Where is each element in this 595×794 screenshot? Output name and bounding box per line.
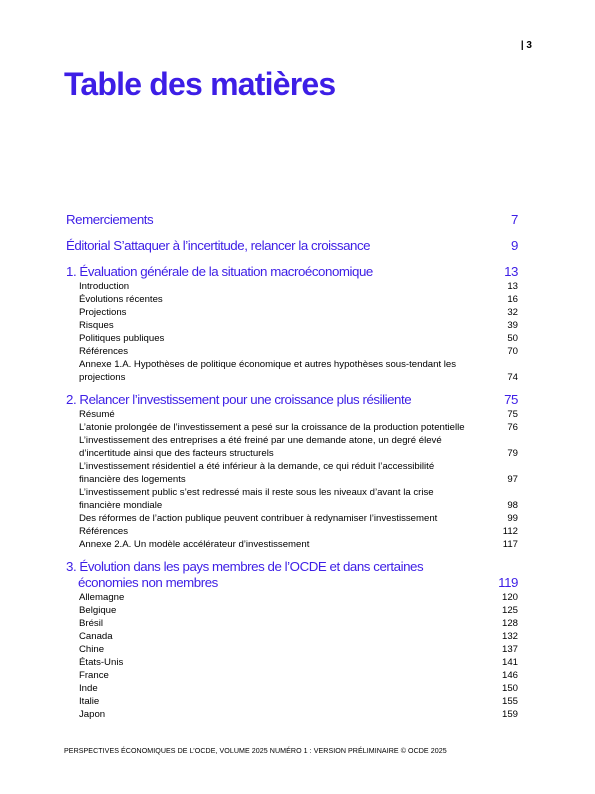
- toc-section-link[interactable]: [66, 421, 518, 434]
- toc-entry-label: Italie: [79, 696, 100, 707]
- toc-entry-label: Annexe 1.A. Hypothèses de politique économique et autres hypothèses sous-tendant les projections: [79, 359, 457, 383]
- toc-entry-page: 13: [507, 281, 518, 292]
- table-of-contents: [66, 212, 518, 721]
- toc-entry-label: Introduction: [79, 281, 130, 292]
- toc-entry-label: Allemagne: [79, 592, 125, 603]
- toc-entry-label: Annexe 2.A. Un modèle accélérateur d’investissement: [79, 539, 310, 550]
- toc-entry-label: L’investissement résidentiel a été inférieur à la demande, ce qui réduit l’accessibilité financière des logements: [79, 461, 435, 485]
- toc-section-link[interactable]: [66, 669, 518, 682]
- toc-section-link[interactable]: [66, 306, 518, 319]
- toc-entry-page: 117: [502, 539, 518, 550]
- toc-chapter-link[interactable]: [66, 212, 518, 228]
- toc-section-link[interactable]: [66, 643, 518, 656]
- toc-entry-label: Références: [79, 346, 129, 357]
- toc-section-link[interactable]: [66, 434, 518, 460]
- toc-entry-page: 13: [504, 264, 518, 279]
- toc-entry-page: 97: [507, 474, 518, 485]
- toc-entry-page: 119: [498, 575, 518, 590]
- toc-entry-page: 98: [507, 500, 518, 511]
- toc-entry-page: 120: [501, 592, 518, 603]
- toc-entry-label: L’atonie prolongée de l’investissement a pesé sur la croissance de la production potentielle: [79, 422, 465, 433]
- toc-section-link[interactable]: [66, 460, 518, 486]
- toc-entry-label: Éditorial S’attaquer à l’incertitude, relancer la croissance: [66, 238, 371, 253]
- toc-entry-page: 159: [501, 709, 518, 720]
- toc-entry-label: Belgique: [79, 605, 117, 616]
- toc-section-link[interactable]: [66, 345, 518, 358]
- toc-chapter-link[interactable]: [66, 264, 518, 280]
- toc-entry-page: 39: [507, 320, 518, 331]
- toc-section-link[interactable]: [66, 358, 518, 384]
- toc-entry-page: 141: [501, 657, 518, 668]
- toc-entry-label: Références: [79, 526, 129, 537]
- toc-section-link[interactable]: [66, 512, 518, 525]
- toc-chapter-link[interactable]: [66, 238, 518, 254]
- toc-entry-label: Évolutions récentes: [79, 294, 163, 305]
- toc-entry-label: Projections: [79, 307, 127, 318]
- toc-entry-label: Résumé: [79, 409, 115, 420]
- toc-entry-page: 74: [507, 372, 518, 383]
- toc-section-link[interactable]: [66, 525, 518, 538]
- toc-entry-label: Brésil: [79, 618, 103, 629]
- toc-entry-label: Politiques publiques: [79, 333, 165, 344]
- toc-section-link[interactable]: [66, 682, 518, 695]
- toc-entry-label: Chine: [79, 644, 105, 655]
- toc-entry-page: 128: [501, 618, 518, 629]
- toc-entry-label: 3. Évolution dans les pays membres de l’OCDE et dans certaines économies non membres: [66, 559, 424, 590]
- toc-entry-label: Remerciements: [66, 212, 154, 227]
- toc-entry-label: Risques: [79, 320, 114, 331]
- toc-entry-page: 70: [507, 346, 518, 357]
- toc-chapter-link[interactable]: [66, 392, 518, 408]
- toc-section-link[interactable]: [66, 538, 518, 551]
- toc-section-link[interactable]: [66, 695, 518, 708]
- toc-entry-page: 32: [507, 307, 518, 318]
- toc-entry-page: 125: [501, 605, 518, 616]
- toc-entry-page: 99: [507, 513, 518, 524]
- toc-entry-page: 16: [507, 294, 518, 305]
- toc-section-link[interactable]: [66, 332, 518, 345]
- toc-entry-page: 112: [502, 526, 518, 537]
- toc-entry-page: 9: [511, 238, 518, 253]
- toc-entry-page: 79: [507, 448, 518, 459]
- toc-entry-page: 146: [501, 670, 518, 681]
- page-footer: PERSPECTIVES ÉCONOMIQUES DE L’OCDE, VOLUME 2025 NUMÉRO 1 : VERSION PRÉLIMINAIRE © OCDE 2025: [64, 747, 447, 755]
- toc-entry-label: Des réformes de l’action publique peuvent contribuer à redynamiser l’investissement: [79, 513, 438, 524]
- toc-entry-page: 150: [501, 683, 518, 694]
- toc-entry-page: 76: [507, 422, 518, 433]
- toc-entry-label: L’investissement des entreprises a été freiné par une demande atone, un degré élevé d’incertitude ainsi que des facteurs structurels: [79, 435, 442, 459]
- toc-section-link[interactable]: [66, 656, 518, 669]
- toc-section-link[interactable]: [66, 604, 518, 617]
- page-title: Table des matières: [64, 66, 336, 102]
- toc-entry-label: L’investissement public s’est redressé mais il reste sous les niveaux d’avant la crise financière mondiale: [79, 487, 434, 511]
- toc-entry-page: 75: [504, 392, 518, 407]
- toc-section-link[interactable]: [66, 708, 518, 721]
- toc-entry-page: 75: [507, 409, 518, 420]
- toc-entry-label: 1. Évaluation générale de la situation macroéconomique: [66, 264, 373, 279]
- page-number: | 3: [520, 40, 532, 51]
- toc-entry-label: 2. Relancer l’investissement pour une croissance plus résiliente: [66, 392, 412, 407]
- toc-section-link[interactable]: [66, 486, 518, 512]
- toc-entry-page: 137: [501, 644, 518, 655]
- toc-section-link[interactable]: [66, 408, 518, 421]
- toc-section-link[interactable]: [66, 591, 518, 604]
- toc-entry-label: Canada: [79, 631, 113, 642]
- toc-section-link[interactable]: [66, 319, 518, 332]
- toc-section-link[interactable]: [66, 630, 518, 643]
- toc-entry-page: 7: [511, 212, 518, 227]
- toc-entry-label: France: [79, 670, 109, 681]
- toc-section-link[interactable]: [66, 280, 518, 293]
- toc-entry-page: 132: [501, 631, 518, 642]
- toc-entry-label: États-Unis: [79, 657, 124, 668]
- toc-section-link[interactable]: [66, 293, 518, 306]
- toc-entry-page: 50: [507, 333, 518, 344]
- toc-entry-label: Inde: [79, 683, 98, 694]
- toc-section-link[interactable]: [66, 617, 518, 630]
- toc-entry-page: 155: [501, 696, 518, 707]
- toc-chapter-link[interactable]: [66, 559, 518, 591]
- toc-entry-label: Japon: [79, 709, 106, 720]
